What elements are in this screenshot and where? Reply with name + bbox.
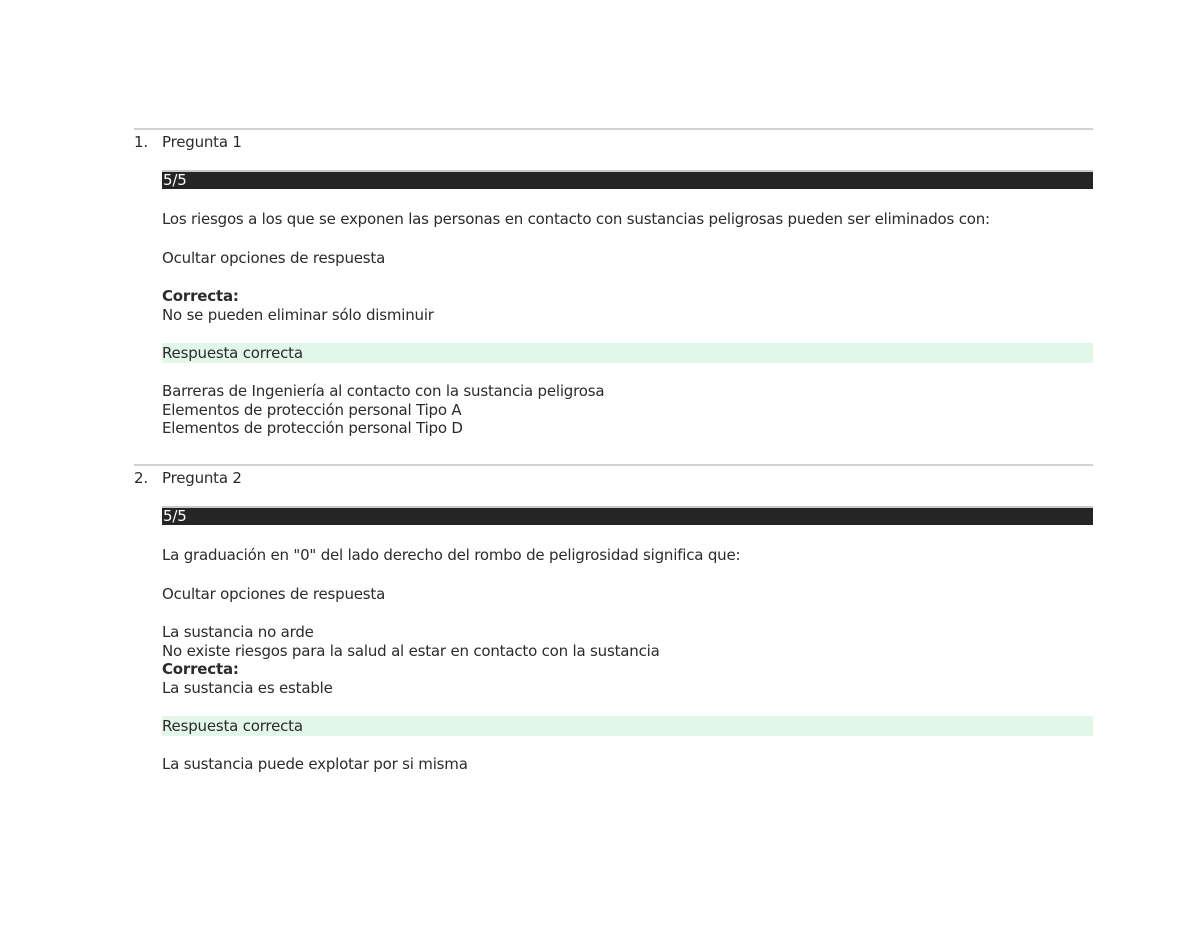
score-bar (162, 172, 1093, 189)
hide-options-toggle[interactable]: Ocultar opciones de respuesta (162, 585, 386, 603)
hide-options-toggle[interactable]: Ocultar opciones de respuesta (162, 249, 386, 267)
answer-option: Elementos de protección personal Tipo D (162, 419, 463, 437)
question-prompt: Los riesgos a los que se exponen las personas en contacto con sustancias peligrosas pueden ser eliminados con: (162, 210, 990, 228)
question-body (162, 170, 1093, 438)
feedback-correct: Respuesta correcta (162, 716, 1093, 736)
question-header (134, 467, 1093, 489)
other-options (162, 382, 1093, 438)
question-number: 1. (134, 133, 148, 151)
question-header (134, 131, 1093, 153)
question-title: Pregunta 1 (162, 133, 242, 151)
answer-option-correct: No se pueden eliminar sólo disminuir (162, 305, 434, 324)
other-options (162, 755, 1093, 774)
question-2 (134, 464, 1093, 774)
answer-option: Barreras de Ingeniería al contacto con la sustancia peligrosa (162, 382, 605, 400)
score-value: 5/5 (163, 507, 187, 525)
correct-label: Correcta: (162, 287, 239, 305)
question-title: Pregunta 2 (162, 469, 242, 487)
question-1 (134, 128, 1093, 438)
answer-option: Elementos de protección personal Tipo A (162, 400, 462, 419)
feedback-correct: Respuesta correcta (162, 343, 1093, 363)
answer-option: La sustancia no arde (162, 623, 314, 641)
question-body (162, 506, 1093, 774)
score-bar (162, 508, 1093, 525)
question-divider (134, 464, 1093, 466)
question-number: 2. (134, 469, 148, 487)
answer-options (162, 623, 1093, 697)
question-prompt: La graduación en "0" del lado derecho del rombo de peligrosidad significa que: (162, 546, 741, 564)
correct-label: Correcta: (162, 660, 239, 678)
answer-option-correct: La sustancia es estable (162, 678, 333, 697)
answer-option: No existe riesgos para la salud al estar en contacto con la sustancia (162, 641, 660, 660)
question-divider (134, 128, 1093, 130)
score-value: 5/5 (163, 171, 187, 189)
answer-options (162, 287, 1093, 324)
answer-option: La sustancia puede explotar por si misma (162, 755, 468, 773)
